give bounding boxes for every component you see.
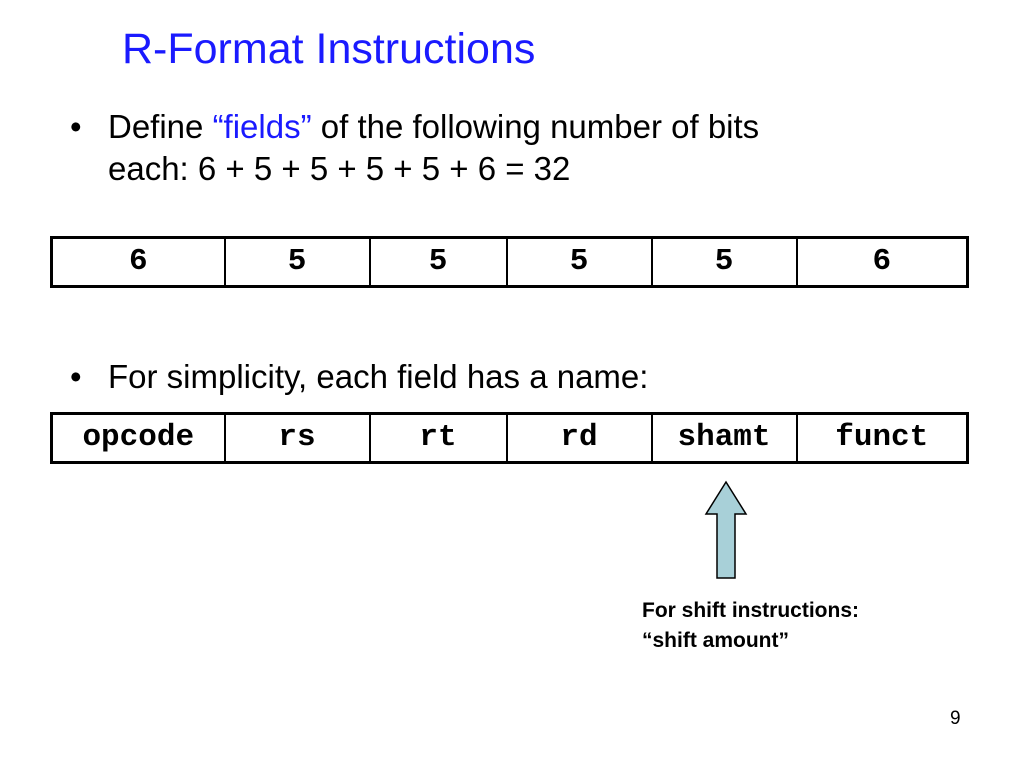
field-width-cell: 5 — [370, 238, 507, 287]
note-line-1: For shift instructions: — [642, 599, 859, 622]
bullet-fields-definition — [70, 106, 970, 196]
bullet-text: For simplicity, each field has a name: — [108, 358, 649, 395]
shamt-note — [642, 596, 859, 656]
table-row — [52, 414, 968, 463]
field-width-cell: 6 — [797, 238, 968, 287]
slide-title: R-Format Instructions — [122, 25, 536, 73]
page-number: 9 — [950, 708, 961, 729]
bullet-dot: • — [70, 108, 82, 145]
bullet-text-before: Define — [108, 108, 213, 145]
note-line-2: “shift amount” — [642, 629, 789, 652]
bullet-text — [108, 106, 759, 190]
fields-highlight: “fields” — [212, 108, 312, 145]
field-width-cell: 5 — [507, 238, 652, 287]
bullet-text-after: of the following number of bits — [311, 108, 760, 145]
field-width-cell: 6 — [52, 238, 225, 287]
field-name-cell: shamt — [652, 414, 797, 463]
field-names-table — [50, 412, 969, 464]
field-name-cell: rd — [507, 414, 652, 463]
bullet-line-1 — [108, 106, 759, 148]
up-arrow-icon — [702, 480, 750, 580]
field-widths-table — [50, 236, 969, 288]
field-name-cell: funct — [797, 414, 968, 463]
field-name-cell: opcode — [52, 414, 225, 463]
field-width-cell: 5 — [652, 238, 797, 287]
field-name-cell: rs — [225, 414, 370, 463]
bullet-line-2: each: 6 + 5 + 5 + 5 + 5 + 6 = 32 — [108, 150, 571, 187]
bullet-field-names — [70, 356, 970, 401]
bullet-dot: • — [70, 358, 82, 395]
field-name-cell: rt — [370, 414, 507, 463]
table-row — [52, 238, 968, 287]
field-width-cell: 5 — [225, 238, 370, 287]
